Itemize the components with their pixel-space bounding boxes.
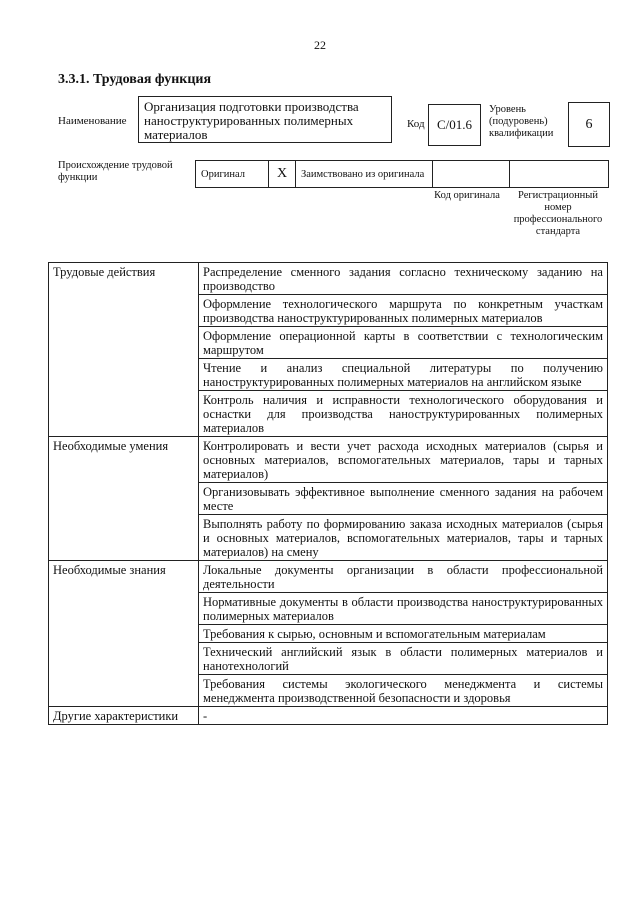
row-label: Другие характеристики (49, 707, 199, 725)
code-caption: Код оригинала (434, 190, 500, 201)
borrowed-label: Заимствовано из оригинала (296, 161, 433, 188)
row-item: Нормативные документы в области производства наноструктурированных полимерных материалов (199, 593, 608, 625)
row-item: Организовывать эффективное выполнение сменного задания на рабочем месте (199, 483, 608, 515)
origin-label: Происхождение трудовой функции (58, 160, 173, 183)
regnum-caption: Регистрационный номер профессионального стандарта (513, 190, 603, 237)
name-label: Наименование (58, 115, 127, 127)
section-title: 3.3.1. Трудовая функция (58, 72, 212, 87)
original-label: Оригинал (196, 161, 269, 188)
original-code-cell (433, 161, 510, 188)
function-name-box: Организация подготовки производства наноструктурированных полимерных материалов (138, 96, 392, 143)
row-label: Необходимые знания (49, 561, 199, 707)
level-label: Уровень (подуровень) квалификации (489, 104, 554, 139)
row-item: Распределение сменного задания согласно техническому заданию на производство (199, 263, 608, 295)
table-row (49, 263, 608, 295)
row-item: - (199, 707, 608, 725)
code-value: С/01.6 (428, 104, 481, 146)
table-row (49, 437, 608, 483)
original-mark: X (269, 161, 296, 188)
table-row (49, 707, 608, 725)
row-item: Локальные документы организации в области профессиональной деятельности (199, 561, 608, 593)
row-label: Необходимые умения (49, 437, 199, 561)
page-number: 22 (314, 38, 326, 52)
competency-table (48, 262, 608, 725)
row-item: Чтение и анализ специальной литературы по получению наноструктурированных полимерных материалов на английском языке (199, 359, 608, 391)
level-value: 6 (568, 102, 610, 147)
row-item: Оформление технологического маршрута по конкретным участкам производства наноструктурированных полимерных материалов (199, 295, 608, 327)
row-item: Требования к сырью, основным и вспомогательным материалам (199, 625, 608, 643)
row-item: Контролировать и вести учет расхода исходных материалов (сырья и основных материалов, вспомогательных материалов, тары и тарных материалов) (199, 437, 608, 483)
row-item: Выполнять работу по формированию заказа исходных материалов (сырья и основных материалов, вспомогательных материалов, тары и тарных материалов) на смену (199, 515, 608, 561)
regnum-cell (510, 161, 609, 188)
row-label: Трудовые действия (49, 263, 199, 437)
row-item: Требования системы экологического менеджмента и системы менеджмента производственной безопасности и здоровья (199, 675, 608, 707)
origin-table (195, 160, 609, 188)
code-label: Код (407, 118, 425, 130)
table-row (49, 561, 608, 593)
row-item: Технический английский язык в области полимерных материалов и нанотехнологий (199, 643, 608, 675)
row-item: Оформление операционной карты в соответствии с технологическим маршрутом (199, 327, 608, 359)
row-item: Контроль наличия и исправности технологического оборудования и оснастки для производства наноструктурированных полимерных материалов (199, 391, 608, 437)
